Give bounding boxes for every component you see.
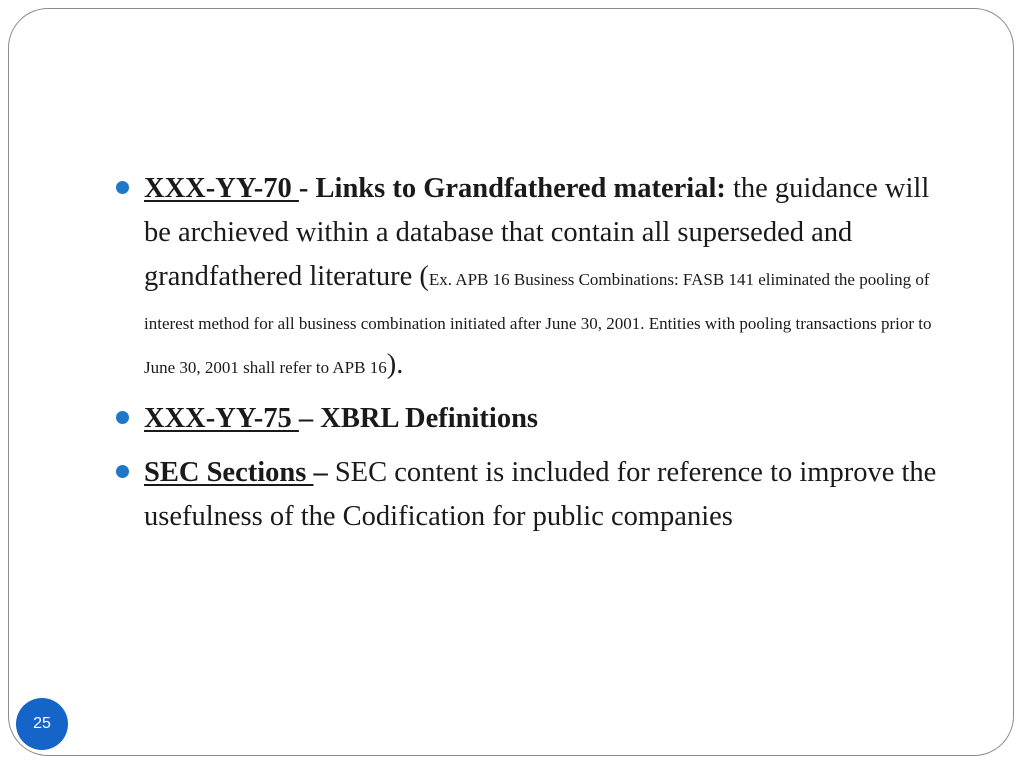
bullet-separator: – bbox=[298, 403, 321, 434]
bullet-separator: - bbox=[298, 173, 316, 204]
bullet-dot-icon bbox=[116, 181, 129, 194]
bullet-term: XXX-YY-70 bbox=[144, 173, 299, 204]
bullet-item-xxx-yy-70 bbox=[116, 167, 946, 387]
bullet-dot-icon bbox=[116, 465, 129, 478]
bullet-dot-icon bbox=[116, 411, 129, 424]
bullet-small-note: Ex. APB 16 Business Combinations: FASB 141 eliminated the pooling of interest method for all business combination initiated after June 30, 2001. Entities with pooling transactions prior to June 30, 2001 shall refer to APB 16 bbox=[144, 270, 932, 377]
bullet-item-xxx-yy-75 bbox=[116, 397, 946, 441]
bullet-heading: XBRL Definitions bbox=[320, 403, 539, 434]
bullet-closing: ). bbox=[386, 349, 404, 380]
bullet-body: SEC content is included for reference to improve the usefulness of the Codification for public companies bbox=[144, 457, 937, 532]
bullet-term: XXX-YY-75 bbox=[144, 403, 299, 434]
bullet-list bbox=[116, 167, 946, 539]
bullet-term: SEC Sections bbox=[144, 457, 314, 488]
bullet-item-sec-sections bbox=[116, 451, 946, 539]
bullet-separator: – bbox=[313, 457, 335, 488]
page-number-badge: 25 bbox=[16, 698, 68, 750]
bullet-heading: Links to Grandfathered material: bbox=[315, 173, 726, 204]
bullet-body: the guidance will be archieved within a database that contain all superseded and grandfathered literature ( bbox=[144, 173, 930, 292]
slide-content bbox=[116, 167, 946, 549]
